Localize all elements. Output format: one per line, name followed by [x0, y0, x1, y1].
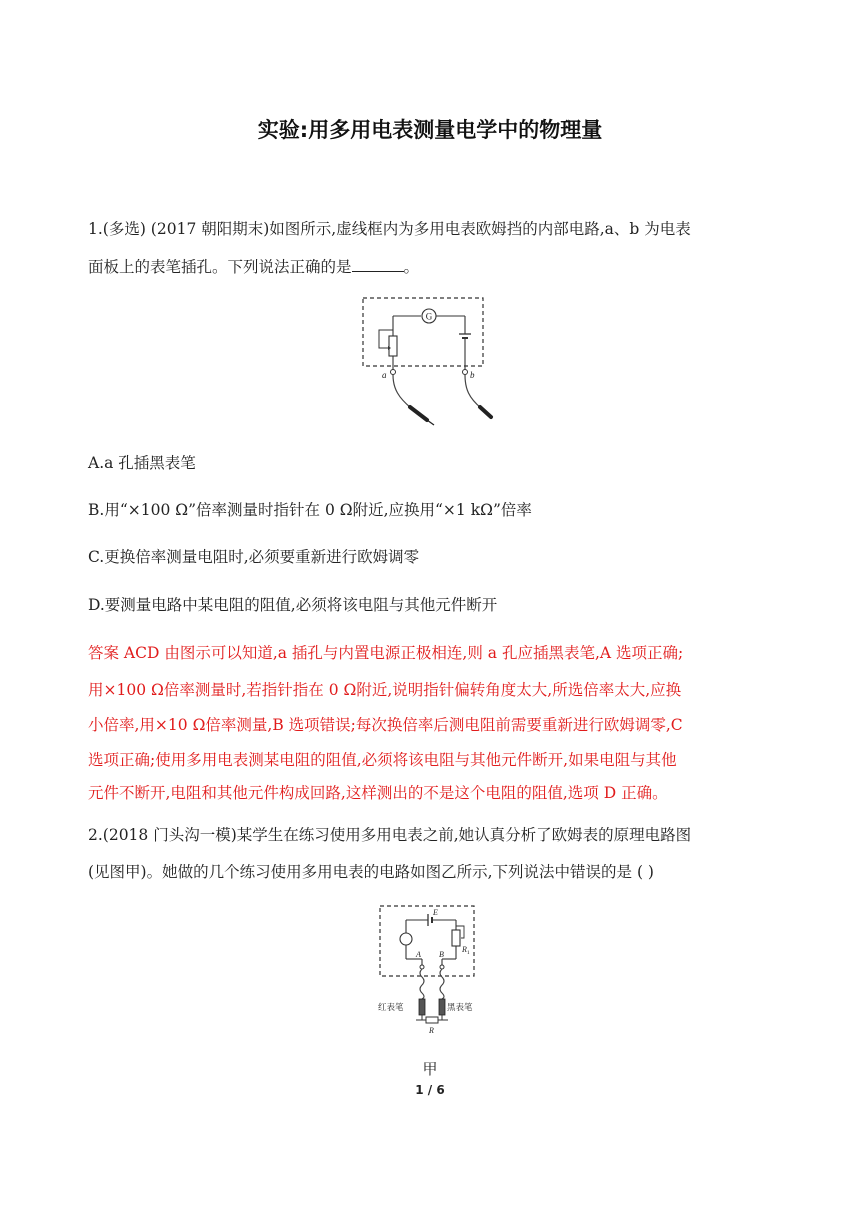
q1-option-c: C.更换倍率测量电阻时,必须要重新进行欧姆调零 — [88, 548, 420, 566]
galvanometer-symbol — [400, 933, 412, 945]
figure-caption-jia: 甲 — [422, 1060, 438, 1078]
q1-option-a: A.a 孔插黑表笔 — [88, 454, 196, 472]
rheostat-symbol — [389, 336, 397, 356]
answer-line-5: 元件不断开,电阻和其他元件构成回路,这样测出的不是这个电阻的阻值,选项 D 正确。 — [88, 784, 668, 802]
q1-stem-line-1: 1.(多选) (2017 朝阳期末)如图所示,虚线框内为多用电表欧姆挡的内部电路,a、b 为电表 — [88, 220, 691, 238]
red-probe — [419, 999, 425, 1015]
red-probe-label: 红表笔 — [378, 1003, 404, 1013]
answer-blank — [352, 257, 404, 272]
q1-stem-text: 面板上的表笔插孔。下列说法正确的是 — [88, 258, 352, 276]
q1-option-b: B.用“×100 Ω”倍率测量时指针在 0 Ω附近,应换用“×1 kΩ”倍率 — [88, 501, 532, 519]
black-probe-label: 黑表笔 — [447, 1003, 473, 1013]
galvanometer-label: G — [425, 311, 433, 322]
rheostat-R1-label: $R_1$ — [462, 945, 470, 956]
resistor-R-symbol — [426, 1017, 438, 1023]
terminal-b-label: b — [470, 370, 475, 380]
answer-line-3: 小倍率,用×10 Ω倍率测量,B 选项错误;每次换倍率后测电阻前需要重新进行欧姆调零,C — [88, 716, 683, 734]
terminal-A — [420, 965, 424, 969]
terminal-b — [463, 370, 468, 375]
black-probe — [439, 999, 445, 1015]
q1-option-d: D.要测量电路中某电阻的阻值,必须将该电阻与其他元件断开 — [88, 596, 498, 614]
page-number: 1 / 6 — [415, 1083, 445, 1097]
page-title: 实验:用多用电表测量电学中的物理量 — [257, 118, 603, 142]
answer-line-1: 答案 ACD 由图示可以知道,a 插孔与内置电源正极相连,则 a 孔应插黑表笔,A 选项正确; — [88, 644, 684, 662]
q2-circuit-figure-jia — [376, 903, 480, 1040]
probe-left — [410, 407, 427, 420]
q2-stem-line-2: (见图甲)。她做的几个练习使用多用电表的电路如图乙所示,下列说法中错误的是 ( ) — [88, 863, 654, 881]
battery-E-label: E — [433, 908, 438, 917]
resistor-R-label: R — [429, 1026, 434, 1035]
answer-line-4: 选项正确;使用多用电表测某电阻的阻值,必须将该电阻与其他元件断开,如果电阻与其他 — [88, 751, 677, 769]
answer-line-2: 用×100 Ω倍率测量时,若指针指在 0 Ω附近,说明指针偏转角度太大,所选倍率太大,应换 — [88, 681, 682, 699]
terminal-A-label: A — [416, 950, 421, 959]
terminal-a-label: a — [382, 370, 387, 380]
q2-stem-line-1: 2.(2018 门头沟一模)某学生在练习使用多用电表之前,她认真分析了欧姆表的原理电路图 — [88, 826, 692, 844]
probe-right — [480, 407, 491, 417]
q1-circuit-figure — [355, 294, 495, 428]
q1-stem-line-2 — [88, 257, 419, 277]
terminal-a — [391, 370, 396, 375]
rheostat-R1-symbol — [452, 930, 460, 946]
terminal-B-label: B — [439, 950, 444, 959]
q1-stem-end: 。 — [403, 258, 420, 276]
terminal-B — [440, 965, 444, 969]
